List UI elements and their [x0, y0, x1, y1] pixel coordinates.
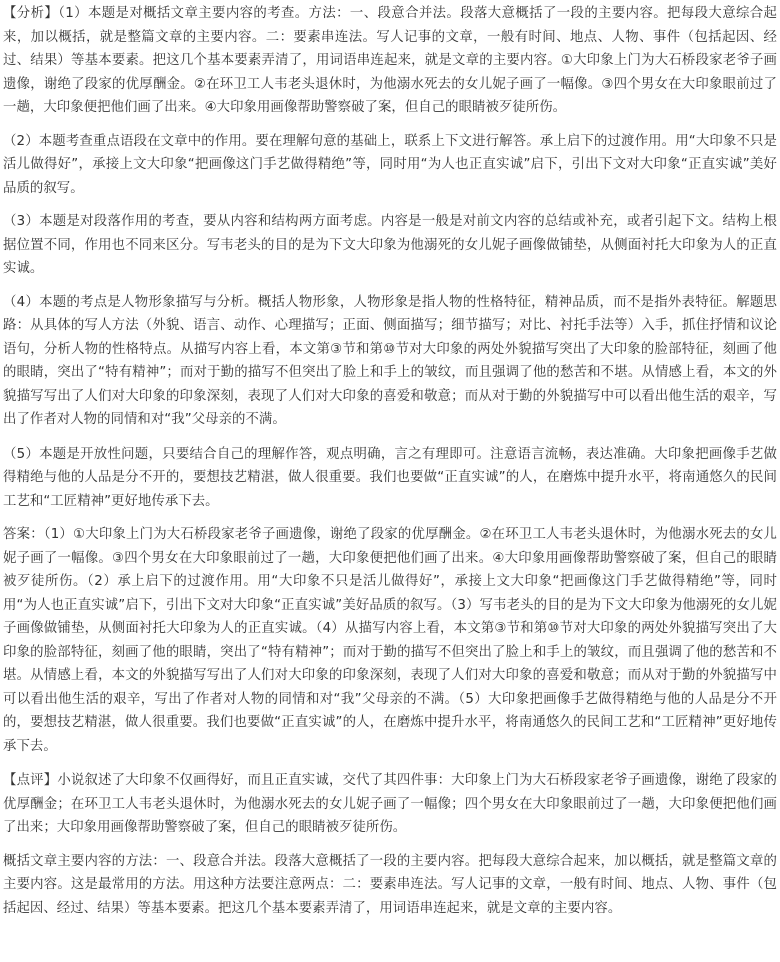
- comment-text: 小说叙述了大印象不仅画得好，而且正直实诚，交代了其四件事：大印象上门为大石桥段家老爷子画遗像，谢绝了段家的优厚酬金；在环卫工人韦老头退休时，为他溺水死去的女儿妮子画了一幅像；四个男女在大印象眼前过了一趟，大印象便把他们画了出来；大印象用画像帮助警察破了案，但自己的眼睛被歹徒所伤。: [3, 773, 777, 835]
- comment-tag: 【点评】: [3, 773, 58, 788]
- analysis-part-4: （4）本题的考点是人物形象描写与分析。概括人物形象，人物形象是指人物的性格特征，精神品质，而不是指外表特征。解题思路：从具体的写人方法（外貌、语言、动作、心理描写；正面、侧面描写；细节描写；对比、衬托手法等）入手，抓住抒情和议论语句，分析人物的性格特点。从描写内容上看，本文第③节和第⑩节对大印象的两处外貌描写突出了大印象的脸部特征，刻画了他的眼睛，突出了“特有精神”；而对于勤的描写不但突出了脸上和手上的皱纹，而且强调了他的愁苦和不堪。从情感上看，本文的外貌描写写出了人们对大印象的印象深刻，表现了人们对大印象的喜爱和敬意；而从对于勤的外貌描写中可以看出他生活的艰辛，写出了作者对人物的同情和对“我”父母亲的不满。: [3, 294, 777, 427]
- analysis-part-3: （3）本题是对段落作用的考查，要从内容和结构两方面考虑。内容是一般是对前文内容的总结或补充，或者引起下文。结构上根据位置不同，作用也不同来区分。写韦老头的目的是为下文大印象为他溺死的女儿妮子画像做铺垫，从侧面衬托大印象为人的正直实诚。: [3, 214, 777, 276]
- answer-tag: 答案：: [3, 527, 44, 542]
- method-section: 概括文章主要内容的方法：一、段意合并法。段落大意概括了一段的主要内容。把每段大意综合起来，加以概括，就是整篇文章的主要内容。这是最常用的方法。用这种方法要注意两点：二：要素串连法。写人记事的文章，一般有时间、地点、人物、事件（包括起因、经过、结果）等基本要素。把这几个基本要素弄清了，用词语串连起来，就是文章的主要内容。: [3, 853, 777, 916]
- analysis-part-1-text: （1）本题是对概括文章主要内容的考查。方法：一、段意合并法。段落大意概括了一段的主要内容。把每段大意综合起来，加以概括，就是整篇文章的主要内容。二：要素串连法。写人记事的文章，一般有时间、地点、人物、事件（包括起因、经过、结果）等基本要素。把这几个基本要素弄清了，用词语串连起来，就是文章的主要内容。①大印象上门为大石桥段家老爷子画遗像，谢绝了段家的优厚酬金。②在环卫工人韦老头退休时，为他溺水死去的女儿妮子画了一幅像。③四个男女在大印象眼前过了一趟，大印象便把他们画了出来。④大印象用画像帮助警察破了案，但自己的眼睛被歹徒所伤。: [3, 6, 777, 115]
- answer-section: [3, 523, 777, 758]
- analysis-part-5: （5）本题是开放性问题，只要结合自己的理解作答，观点明确，言之有理即可。注意语言流畅，表达准确。大印象把画像手艺做得精绝与他的人品是分不开的，要想技艺精湛，做人很重要。我们也要做“正直实诚”的人，在磨炼中提升水平，将南通悠久的民间工艺和“工匠精神”更好地传承下去。: [3, 446, 777, 509]
- analysis-part-1: [3, 2, 777, 120]
- analysis-part-2: （2）本题考查重点语段在文章中的作用。要在理解句意的基础上，联系上下文进行解答。承上启下的过渡作用。用“大印象不只是活儿做得好”，承接上文大印象“把画像这门手艺做得精绝”等，同时用“为人也正直实诚”启下，引出下文对大印象“正直实诚”美好品质的叙写。: [3, 133, 777, 196]
- comment-section: [3, 769, 777, 840]
- analysis-tag: 【分析】: [3, 6, 59, 21]
- answer-text: （1）①大印象上门为大石桥段家老爷子画遗像，谢绝了段家的优厚酬金。②在环卫工人韦老头退休时，为他溺水死去的女儿妮子画了一幅像。③四个男女在大印象眼前过了一趟，大印象便把他们画了出来。④大印象用画像帮助警察破了案，但自己的眼睛被歹徒所伤。（2）承上启下的过渡作用。用“大印象不只是活儿做得好”，承接上文大印象“把画像这门手艺做得精绝”等，同时用“为人也正直实诚”启下，引出下文对大印象“正直实诚”美好品质的叙写。（3）写韦老头的目的是为下文大印象为他溺死的女儿妮子画像做铺垫，从侧面衬托大印象为人的正直实诚。（4）从描写内容上看，本文第③节和第⑩节对大印象的两处外貌描写突出了大印象的脸部特征，刻画了他的眼睛，突出了“特有精神”；而对于勤的描写不但突出了脸上和手上的皱纹，而且强调了他的愁苦和不堪。从情感上看，本文的外貌描写写出了人们对大印象的印象深刻，表现了人们对大印象的喜爱和敬意；而从对于勤的外貌描写中可以看出他生活的艰辛，写出了作者对人物的同情和对“我”父母亲的不满。（5）大印象把画像手艺做得精绝与他的人品是分不开的，要想技艺精湛，做人很重要。我们也要做“正直实诚”的人，在磨炼中提升水平，将南通悠久的民间工艺和“工匠精神”更好地传承下去。: [3, 527, 778, 754]
